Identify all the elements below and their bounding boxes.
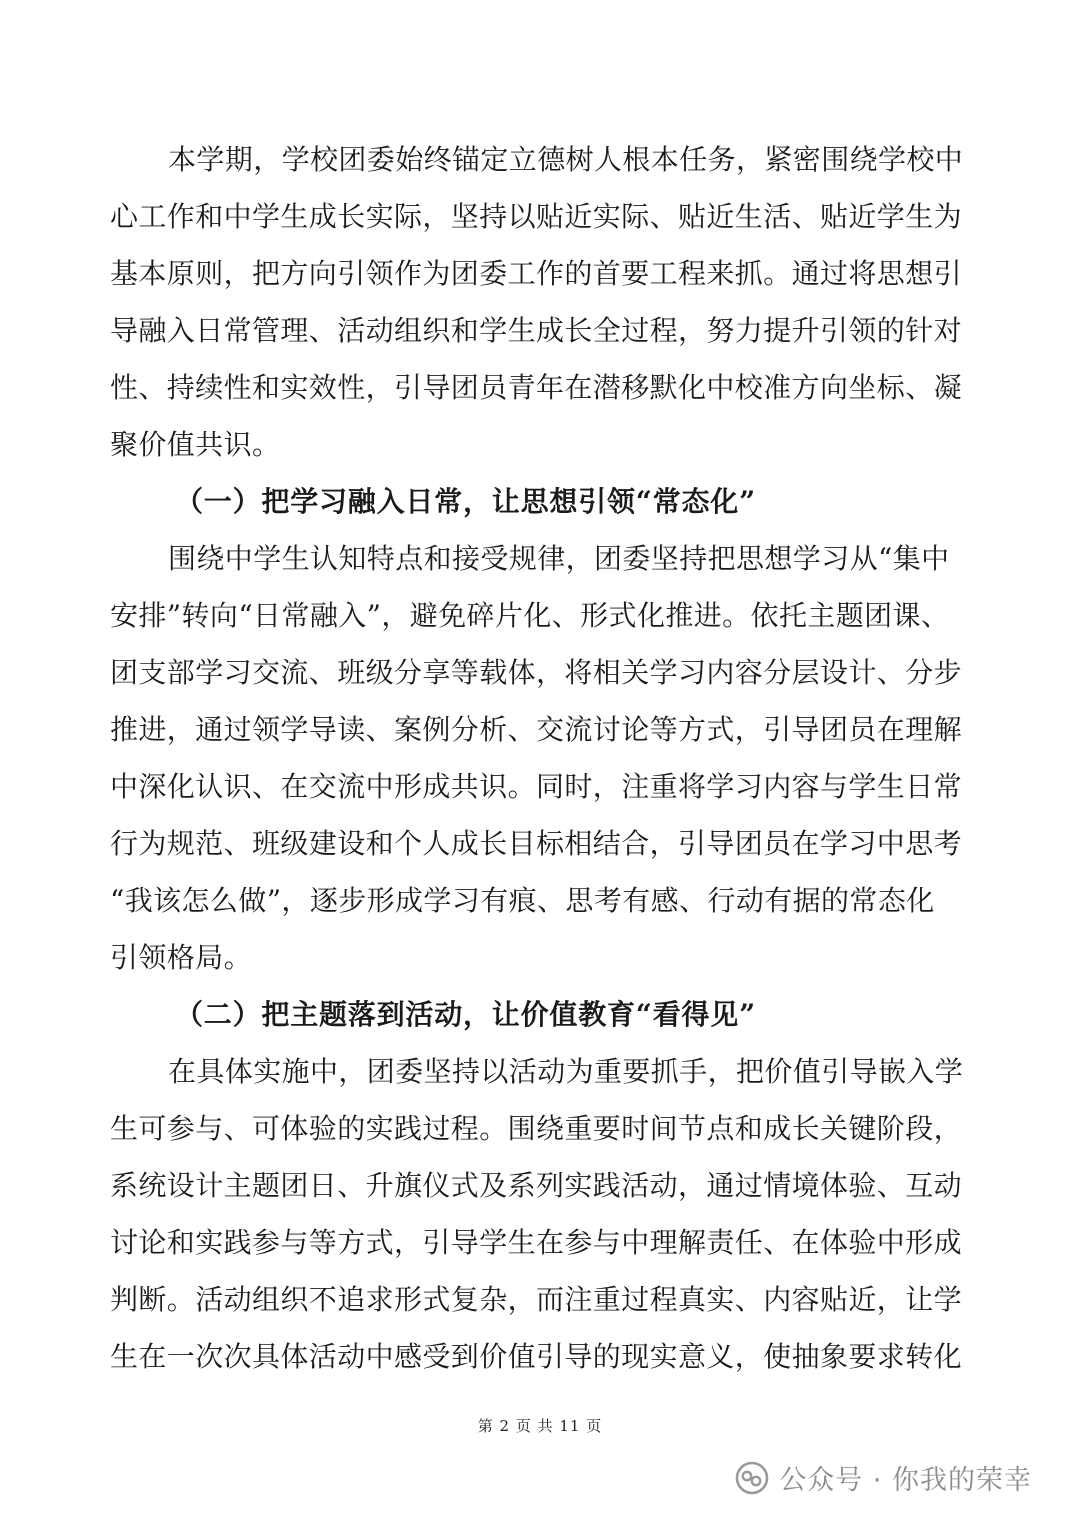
wechat-official-account-icon [735, 1461, 769, 1495]
page-number-footer: 第 2 页 共 11 页 [477, 1417, 603, 1435]
paragraph-1-line-2: 心工作和中学生成长实际，坚持以贴近实际、贴近生活、贴近学生为 [110, 200, 963, 233]
section-2-line-6: 生在一次次具体活动中感受到价值引导的现实意义，使抽象要求转化 [110, 1340, 963, 1373]
section-2-line-4: 讨论和实践参与等方式，引导学生在参与中理解责任、在体验中形成 [110, 1226, 963, 1259]
section-1-heading: （一）把学习融入日常，让思想引领“常态化” [175, 485, 757, 518]
section-1-line-8: 引领格局。 [110, 941, 253, 974]
section-1-line-7: “我该怎么做”，逐步形成学习有痕、思考有感、行动有据的常态化 [110, 884, 935, 917]
account-watermark [735, 1458, 1032, 1497]
section-2-line-3: 系统设计主题团日、升旗仪式及系列实践活动，通过情境体验、互动 [110, 1169, 963, 1202]
section-2-line-2: 生可参与、可体验的实践过程。围绕重要时间节点和成长关键阶段， [110, 1112, 963, 1145]
paragraph-1-line-3: 基本原则，把方向引领作为团委工作的首要工程来抓。通过将思想引 [110, 257, 963, 290]
paragraph-1-line-6: 聚价值共识。 [110, 428, 281, 461]
section-1-line-1: 围绕中学生认知特点和接受规律，团委坚持把思想学习从“集中 [168, 542, 950, 575]
section-1-line-3: 团支部学习交流、班级分享等载体，将相关学习内容分层设计、分步 [110, 656, 963, 689]
paragraph-1-line-1: 本学期，学校团委始终锚定立德树人根本任务，紧密围绕学校中 [168, 143, 964, 176]
watermark-text: 公众号 · 你我的荣幸 [779, 1465, 1032, 1496]
section-1-line-4: 推进，通过领学导读、案例分析、交流讨论等方式，引导团员在理解 [110, 713, 963, 746]
section-2-heading: （二）把主题落到活动，让价值教育“看得见” [175, 998, 757, 1031]
section-2-line-5: 判断。活动组织不追求形式复杂，而注重过程真实、内容贴近，让学 [110, 1283, 963, 1316]
paragraph-1-line-5: 性、持续性和实效性，引导团员青年在潜移默化中校准方向坐标、凝 [110, 371, 963, 404]
section-2-line-1: 在具体实施中，团委坚持以活动为重要抓手，把价值引导嵌入学 [168, 1055, 964, 1088]
paragraph-1-line-4: 导融入日常管理、活动组织和学生成长全过程，努力提升引领的针对 [110, 314, 963, 347]
section-1-line-5: 中深化认识、在交流中形成共识。同时，注重将学习内容与学生日常 [110, 770, 963, 803]
section-1-line-6: 行为规范、班级建设和个人成长目标相结合，引导团员在学习中思考 [110, 827, 963, 860]
section-1-line-2: 安排”转向“日常融入”，避免碎片化、形式化推进。依托主题团课、 [110, 599, 950, 632]
